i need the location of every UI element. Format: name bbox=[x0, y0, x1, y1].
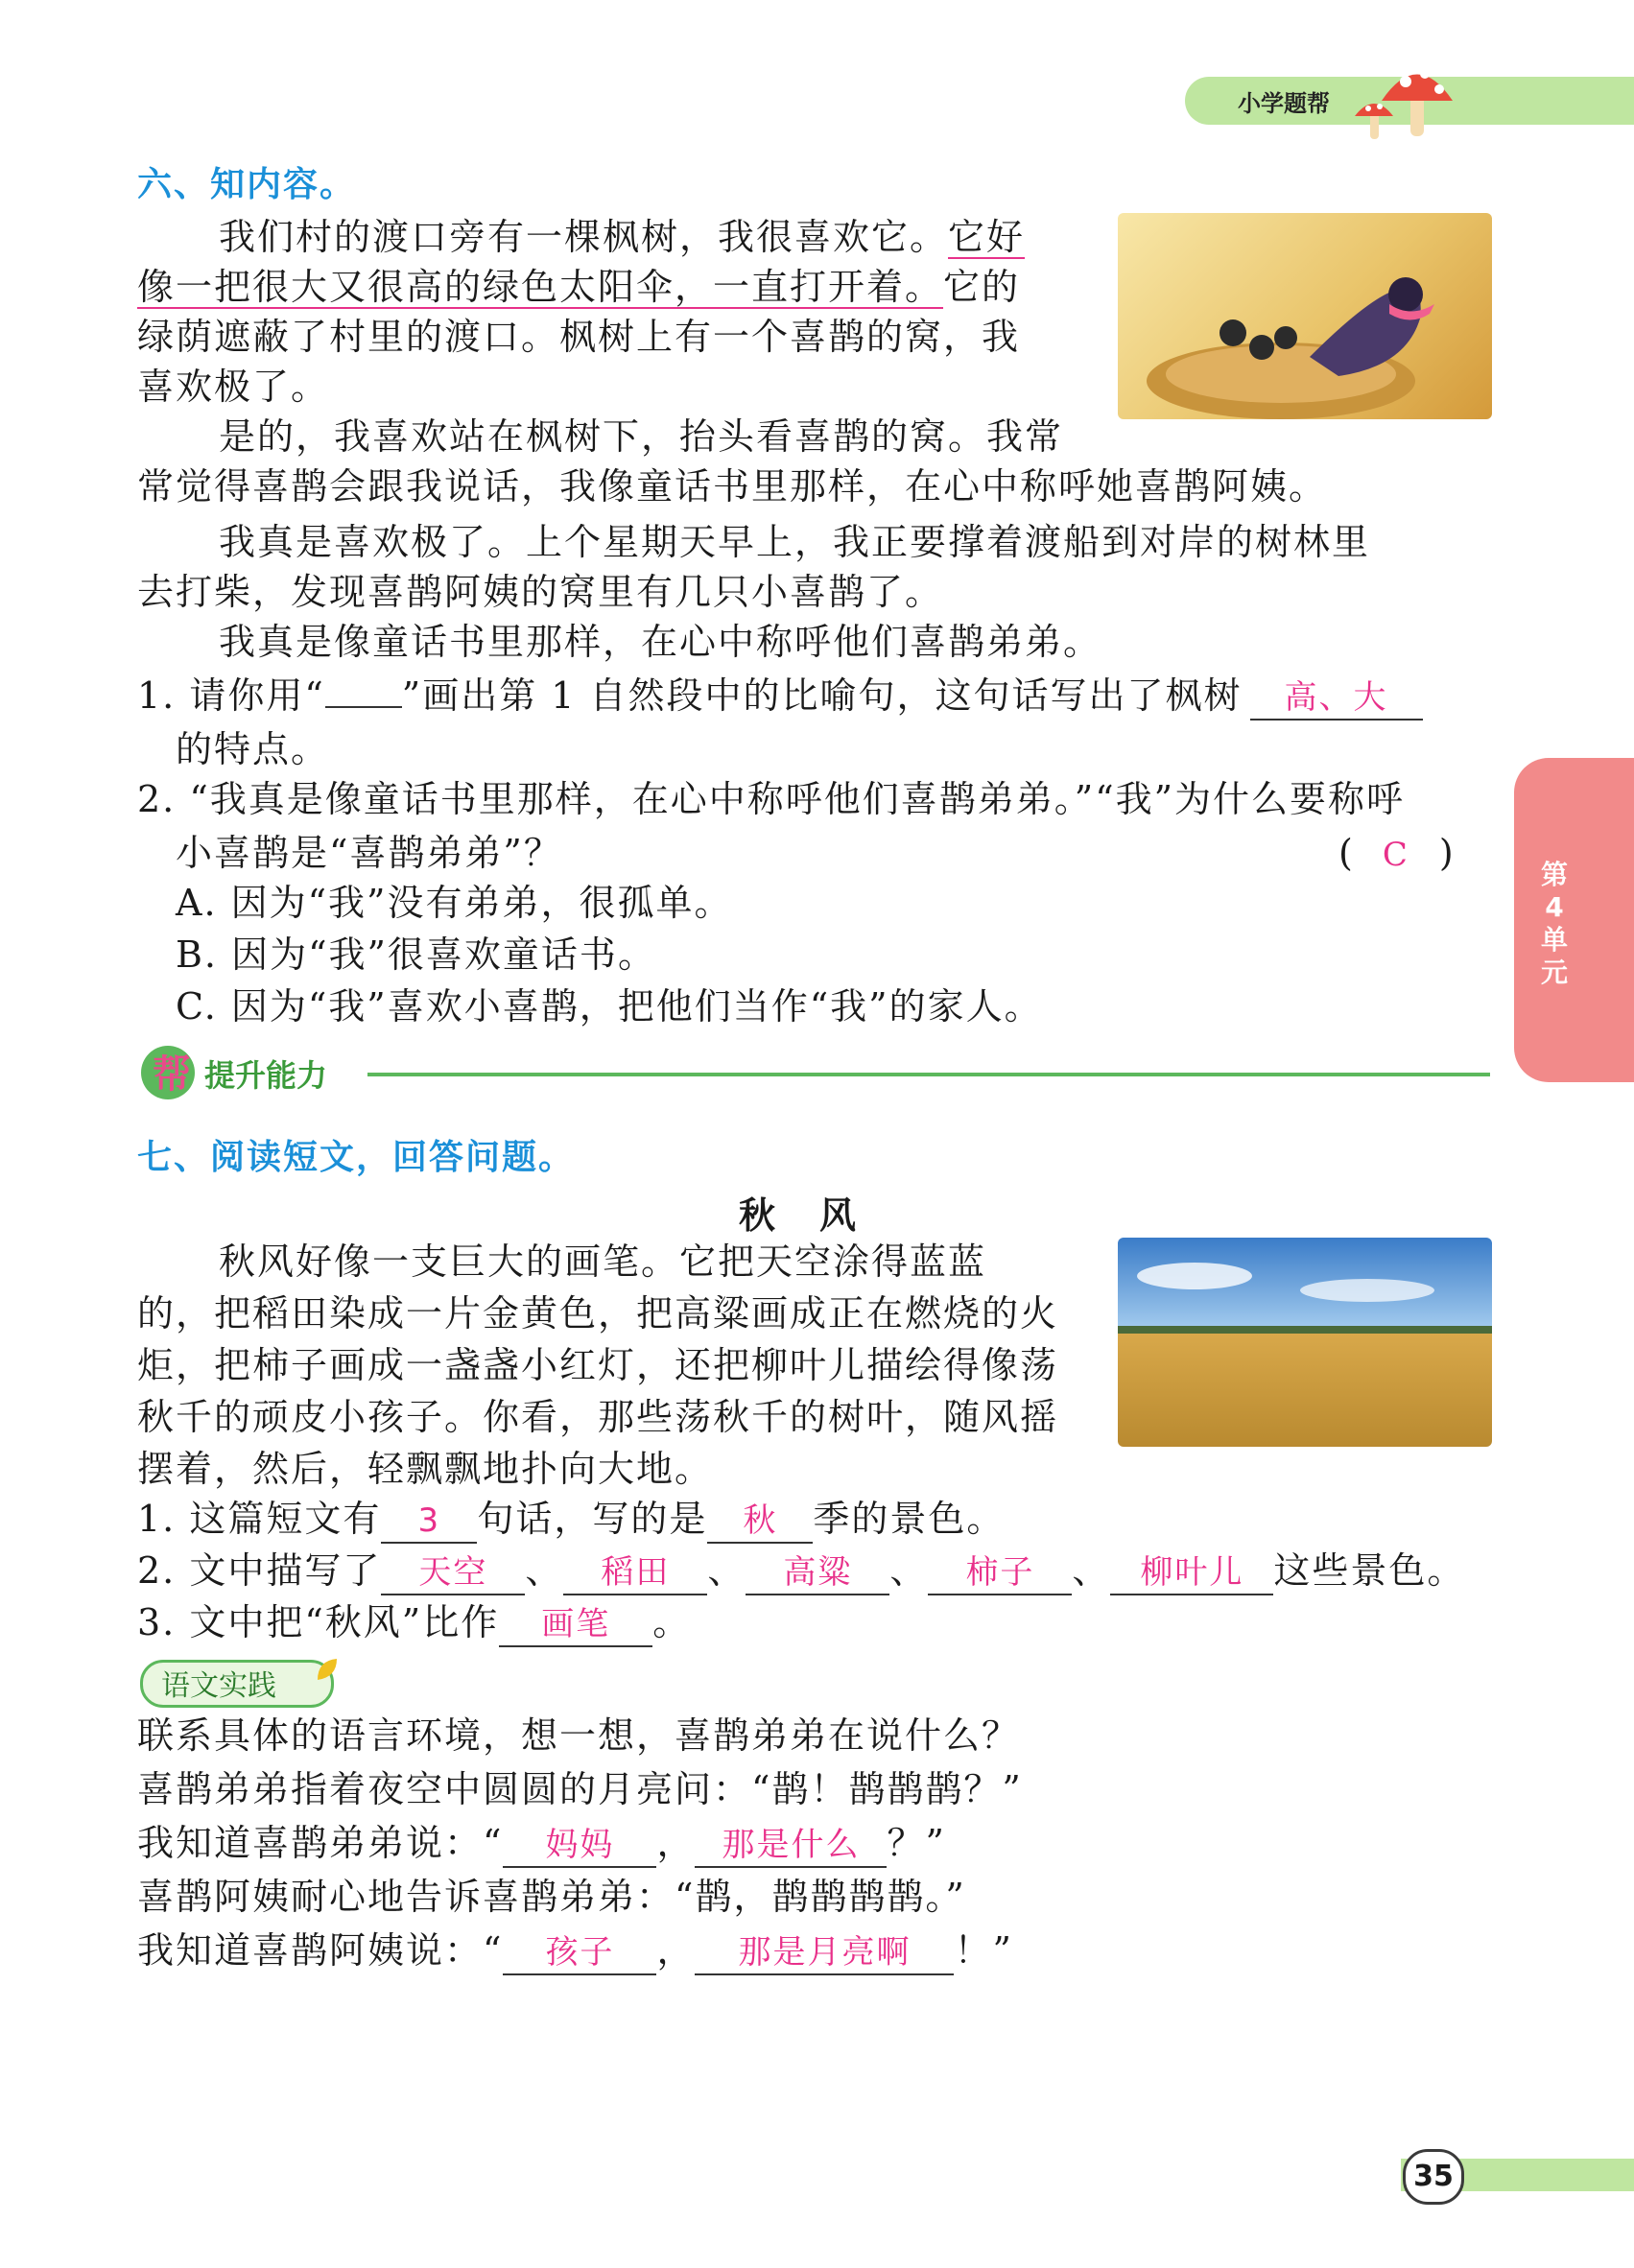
q2-answer[interactable]: C bbox=[1382, 836, 1409, 874]
magpie-illustration bbox=[1118, 213, 1492, 419]
option-b: B. 因为“我”很喜欢童话书。 bbox=[176, 933, 656, 976]
s6-p3-line2: 去打柴，发现喜鹊阿姨的窝里有几只小喜鹊了。 bbox=[137, 571, 944, 613]
unit-tab-label: 第4单元 bbox=[1540, 859, 1568, 988]
practice-answer-4[interactable]: 那是月亮啊 bbox=[695, 1931, 954, 1975]
header-title: 小学题帮 bbox=[1238, 90, 1330, 117]
page-number: 35 bbox=[1403, 2149, 1464, 2205]
s6-p3-line1: 我真是喜欢极了。上个星期天早上，我正要撑着渡船到对岸的树林里 bbox=[219, 521, 1371, 563]
band-label: 提升能力 bbox=[204, 1057, 328, 1094]
s6-p2-line1: 是的，我喜欢站在枫树下，抬头看喜鹊的窝。我常 bbox=[219, 415, 1064, 458]
option-c: C. 因为“我”喜欢小喜鹊，把他们当作“我”的家人。 bbox=[176, 985, 1043, 1028]
s6-q2-line2: 小喜鹊是“喜鹊弟弟”？ bbox=[176, 832, 562, 874]
s7-p-line5: 摆着，然后，轻飘飘地扑向大地。 bbox=[137, 1448, 714, 1490]
s7-p-line2: 的，把稻田染成一片金黄色，把高粱画成正在燃烧的火 bbox=[137, 1292, 1059, 1335]
s7-p-line4: 秋千的顽皮小孩子。你看，那些荡秋千的树叶，随风摇 bbox=[137, 1396, 1059, 1438]
magpie-nest-image bbox=[1118, 213, 1492, 419]
practice-line4: 喜鹊阿姨耐心地告诉喜鹊弟弟：“鹊，鹊鹊鹊鹊。” bbox=[137, 1876, 966, 1918]
s7-q3: 3. 文中把“秋风”比作 画笔 。 bbox=[137, 1598, 691, 1647]
band-icon-char: 帮 bbox=[153, 1052, 191, 1097]
s7-q2-answer-4[interactable]: 柿子 bbox=[928, 1551, 1072, 1595]
s6-p1-line2 bbox=[137, 263, 1020, 311]
practice-line2: 喜鹊弟弟指着夜空中圆圆的月亮问：“鹊！鹊鹊鹊？” bbox=[137, 1768, 1023, 1810]
s6-p1-text: 我们村的渡口旁有一棵枫树，我很喜欢它。 bbox=[219, 216, 949, 258]
practice-answer-1[interactable]: 妈妈 bbox=[503, 1824, 656, 1868]
q-text: 1. 这篇短文有 bbox=[137, 1498, 382, 1540]
section6-heading: 六、知内容。 bbox=[137, 165, 357, 204]
practice-answer-2[interactable]: 那是什么 bbox=[695, 1824, 887, 1868]
passage-title: 秋 风 bbox=[739, 1194, 861, 1237]
practice-tag-label: 语文实践 bbox=[161, 1669, 276, 1703]
q-text: 这些景色。 bbox=[1273, 1549, 1466, 1592]
p-text: 我知道喜鹊弟弟说：“ bbox=[137, 1822, 504, 1864]
s6-p2-line2: 常觉得喜鹊会跟我说话，我像童话书里那样，在心中称呼她喜鹊阿姨。 bbox=[137, 465, 1328, 508]
practice-tag bbox=[140, 1656, 342, 1706]
wheat-field-image bbox=[1118, 1238, 1492, 1447]
practice-line1: 联系具体的语言环境，想一想，喜鹊弟弟在说什么？ bbox=[137, 1714, 1021, 1757]
q-text: 句话，写的是 bbox=[477, 1498, 708, 1540]
practice-line3: 我知道喜鹊弟弟说：“ 妈妈 ， 那是什么 ？” bbox=[137, 1819, 946, 1868]
s7-p-line3: 炬，把柿子画成一盏盏小红灯，还把柳叶儿描绘得像荡 bbox=[137, 1344, 1059, 1386]
s6-p1-line3: 绿荫遮蔽了村里的渡口。枫树上有一个喜鹊的窝，我 bbox=[137, 316, 1021, 358]
q-text: 2. 文中描写了 bbox=[137, 1549, 382, 1592]
s7-q1 bbox=[137, 1495, 1005, 1544]
s6-p1-line1 bbox=[219, 213, 1025, 261]
unit-tab bbox=[1514, 758, 1634, 1082]
s7-q1-answer-count[interactable]: 3 bbox=[381, 1500, 477, 1544]
s7-q2-answer-5[interactable]: 柳叶儿 bbox=[1110, 1551, 1273, 1595]
leaf-icon bbox=[313, 1656, 342, 1685]
s7-q1-answer-season[interactable]: 秋 bbox=[707, 1500, 813, 1544]
s7-p-line1: 秋风好像一支巨大的画笔。它把天空涂得蓝蓝 bbox=[219, 1240, 987, 1283]
ability-band bbox=[137, 1051, 1490, 1097]
s6-p1-line4: 喜欢极了。 bbox=[137, 366, 330, 408]
s7-q2-answer-3[interactable]: 高粱 bbox=[746, 1551, 889, 1595]
q1-text: ”画出第 1 自然段中的比喻句，这句话写出了枫树 bbox=[401, 674, 1243, 717]
practice-line5: 我知道喜鹊阿姨说：“ 孩子 ， 那是月亮啊 ！” bbox=[137, 1926, 1013, 1975]
p-text: 我知道喜鹊阿姨说：“ bbox=[137, 1929, 504, 1972]
q-text: 季的景色。 bbox=[813, 1498, 1006, 1540]
mushroom-icon bbox=[1353, 53, 1458, 144]
s6-p4: 我真是像童话书里那样，在心中称呼他们喜鹊弟弟。 bbox=[219, 621, 1102, 663]
s6-q1-line2: 的特点。 bbox=[176, 728, 330, 770]
q1-text: 1. 请你用“ bbox=[137, 674, 325, 717]
q-text: 3. 文中把“秋风”比作 bbox=[137, 1601, 500, 1643]
line-sample bbox=[325, 677, 402, 708]
section7-heading: 七、阅读短文，回答问题。 bbox=[137, 1138, 576, 1177]
simile-underline-1: 它好 bbox=[948, 216, 1026, 258]
s7-q3-answer[interactable]: 画笔 bbox=[499, 1603, 652, 1647]
q2-answer-bracket: ( C ) bbox=[1338, 832, 1454, 874]
band-rule bbox=[367, 1073, 1490, 1076]
practice-answer-3[interactable]: 孩子 bbox=[503, 1931, 656, 1975]
s7-q2: 2. 文中描写了 天空 、 稻田 、 高粱 、 柿子 、 柳叶儿 这些景色。 bbox=[137, 1547, 1465, 1595]
simile-underline-2: 像一把很大又很高的绿色太阳伞，一直打开着。 bbox=[137, 266, 944, 308]
s7-q2-answer-1[interactable]: 天空 bbox=[381, 1551, 525, 1595]
s6-q1-line1 bbox=[137, 672, 1423, 721]
wheat-field-illustration bbox=[1118, 1238, 1492, 1447]
option-a: A. 因为“我”没有弟弟，很孤单。 bbox=[176, 882, 733, 924]
q1-answer[interactable]: 高、大 bbox=[1250, 676, 1423, 721]
s6-p1-text: 它的 bbox=[943, 266, 1021, 308]
s7-q2-answer-2[interactable]: 稻田 bbox=[563, 1551, 707, 1595]
s6-q2-line1: 2. “我真是像童话书里那样，在心中称呼他们喜鹊弟弟。”“我”为什么要称呼 bbox=[137, 778, 1406, 820]
